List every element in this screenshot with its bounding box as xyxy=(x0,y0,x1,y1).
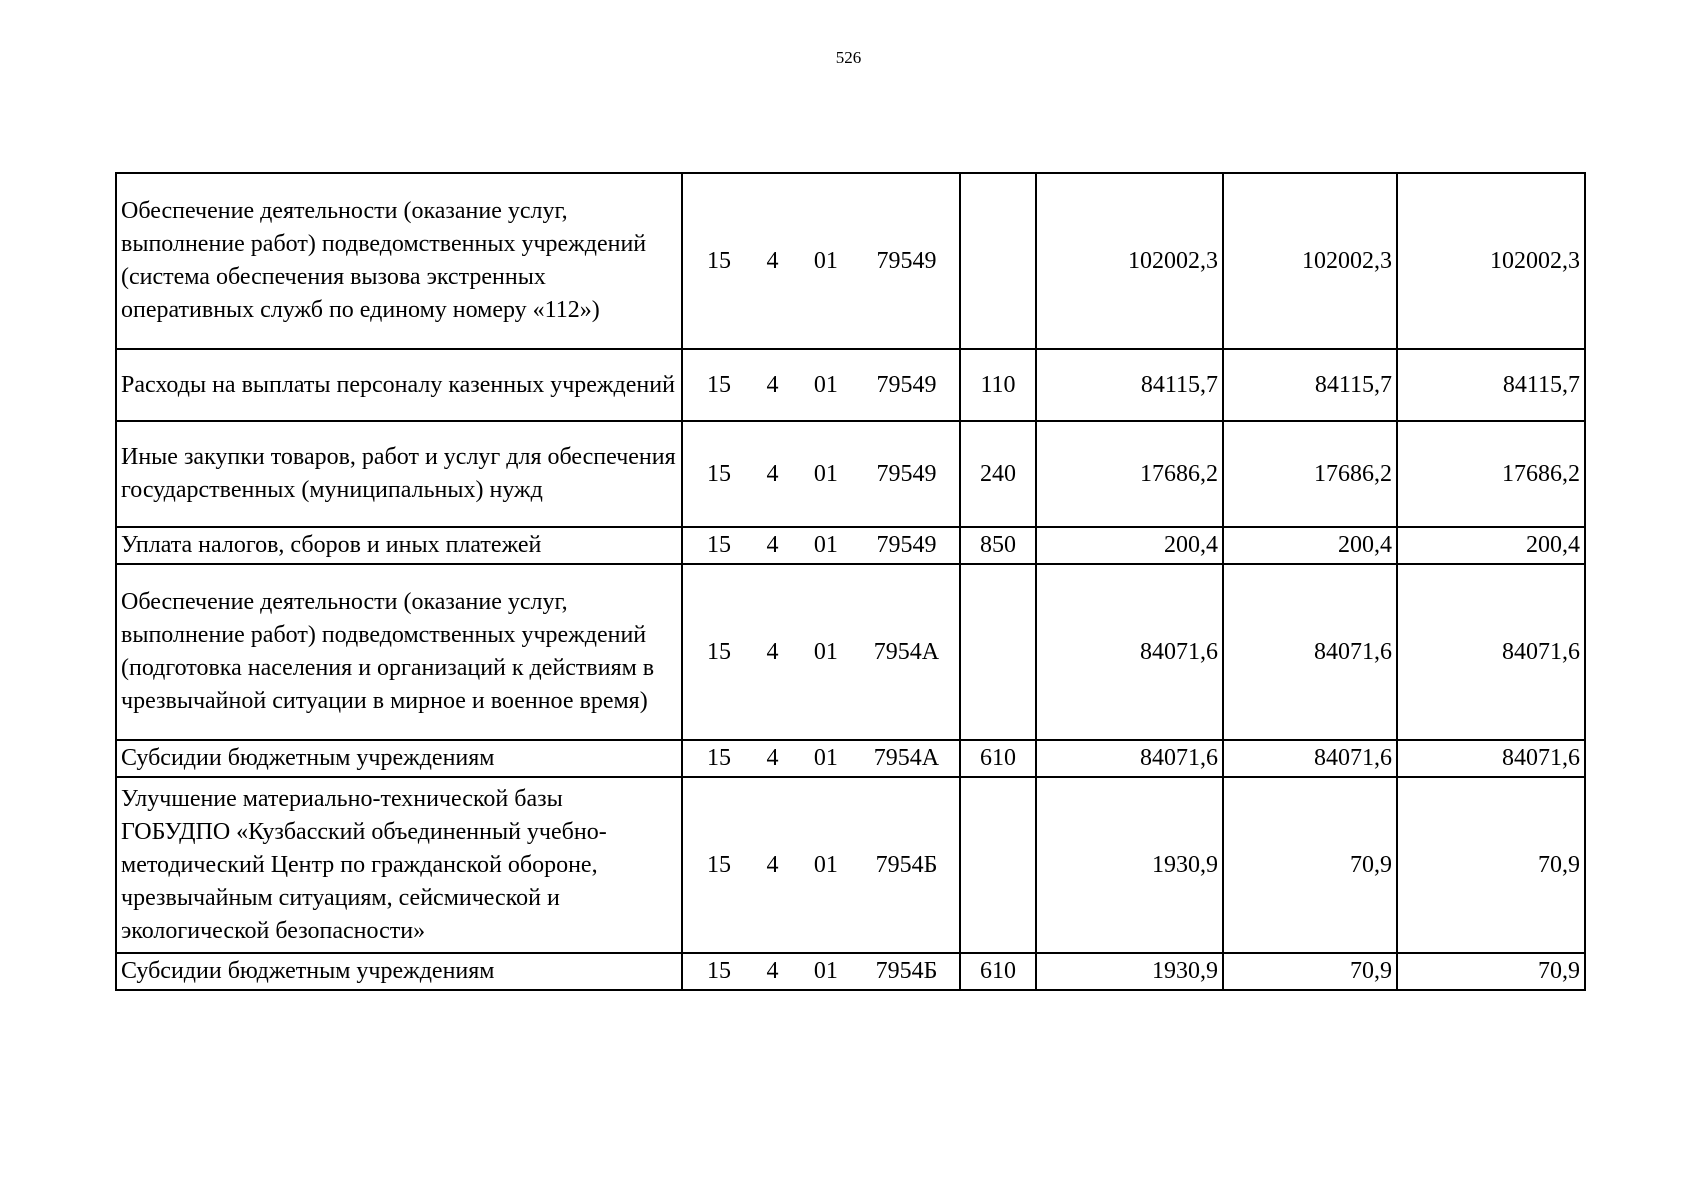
subprogram-code: 4 xyxy=(766,460,779,487)
row-codes xyxy=(682,421,960,527)
row-codes xyxy=(682,173,960,349)
direction-code: 7954Б xyxy=(875,851,938,878)
program-code: 15 xyxy=(707,460,732,487)
row-codes xyxy=(682,953,960,990)
amount-year-3: 84071,6 xyxy=(1397,564,1585,740)
table-row xyxy=(116,173,1585,349)
expense-type-code: 850 xyxy=(960,527,1036,564)
subprogram-code: 4 xyxy=(766,958,779,984)
expense-type-code xyxy=(960,777,1036,953)
amount-year-2: 17686,2 xyxy=(1223,421,1397,527)
amount-year-3: 17686,2 xyxy=(1397,421,1585,527)
row-codes xyxy=(682,564,960,740)
direction-code: 79549 xyxy=(876,371,937,398)
table-row xyxy=(116,421,1585,527)
amount-year-1: 84115,7 xyxy=(1036,349,1223,421)
row-name: Обеспечение деятельности (оказание услуг, выполнение работ) подведомственных учреждений (подготовка населения и организаций к действиям в чрезвычайной ситуации в мирное и военное время) xyxy=(116,564,682,740)
expense-type-code: 240 xyxy=(960,421,1036,527)
row-codes xyxy=(682,349,960,421)
budget-table-body xyxy=(116,173,1585,990)
table-row xyxy=(116,953,1585,990)
row-name: Иные закупки товаров, работ и услуг для обеспечения государственных (муниципальных) нужд xyxy=(116,421,682,527)
event-code: 01 xyxy=(813,958,838,984)
subprogram-code: 4 xyxy=(766,247,779,274)
amount-year-1: 1930,9 xyxy=(1036,777,1223,953)
row-name: Обеспечение деятельности (оказание услуг, выполнение работ) подведомственных учреждений (система обеспечения вызова экстренных оперативных служб по единому номеру «112») xyxy=(116,173,682,349)
program-code: 15 xyxy=(707,745,732,771)
row-name: Расходы на выплаты персоналу казенных учреждений xyxy=(116,349,682,421)
program-code: 15 xyxy=(707,851,732,878)
subprogram-code: 4 xyxy=(766,851,779,878)
amount-year-1: 84071,6 xyxy=(1036,740,1223,777)
table-row xyxy=(116,527,1585,564)
event-code: 01 xyxy=(813,638,838,665)
budget-table xyxy=(115,172,1586,991)
amount-year-2: 84071,6 xyxy=(1223,740,1397,777)
event-code: 01 xyxy=(813,460,838,487)
amount-year-3: 102002,3 xyxy=(1397,173,1585,349)
table-row xyxy=(116,740,1585,777)
direction-code: 7954Б xyxy=(875,958,938,984)
program-code: 15 xyxy=(707,532,732,558)
amount-year-1: 1930,9 xyxy=(1036,953,1223,990)
amount-year-3: 84115,7 xyxy=(1397,349,1585,421)
expense-type-code: 610 xyxy=(960,953,1036,990)
event-code: 01 xyxy=(813,247,838,274)
subprogram-code: 4 xyxy=(766,532,779,558)
amount-year-1: 84071,6 xyxy=(1036,564,1223,740)
table-row xyxy=(116,349,1585,421)
amount-year-2: 200,4 xyxy=(1223,527,1397,564)
direction-code: 79549 xyxy=(876,247,937,274)
amount-year-2: 84071,6 xyxy=(1223,564,1397,740)
amount-year-3: 70,9 xyxy=(1397,777,1585,953)
row-name: Субсидии бюджетным учреждениям xyxy=(116,740,682,777)
amount-year-3: 70,9 xyxy=(1397,953,1585,990)
amount-year-1: 17686,2 xyxy=(1036,421,1223,527)
expense-type-code xyxy=(960,173,1036,349)
direction-code: 79549 xyxy=(876,532,937,558)
amount-year-2: 102002,3 xyxy=(1223,173,1397,349)
row-name: Субсидии бюджетным учреждениям xyxy=(116,953,682,990)
direction-code: 7954А xyxy=(873,745,940,771)
amount-year-1: 200,4 xyxy=(1036,527,1223,564)
amount-year-3: 84071,6 xyxy=(1397,740,1585,777)
amount-year-1: 102002,3 xyxy=(1036,173,1223,349)
event-code: 01 xyxy=(813,745,838,771)
row-name: Улучшение материально-технической базы ГОБУДПО «Кузбасский объединенный учебно-методический Центр по гражданской обороне, чрезвычайным ситуациям, сейсмической и экологической безопасности» xyxy=(116,777,682,953)
direction-code: 79549 xyxy=(876,460,937,487)
program-code: 15 xyxy=(707,958,732,984)
event-code: 01 xyxy=(813,532,838,558)
program-code: 15 xyxy=(707,247,732,274)
row-name: Уплата налогов, сборов и иных платежей xyxy=(116,527,682,564)
table-row xyxy=(116,564,1585,740)
expense-type-code: 610 xyxy=(960,740,1036,777)
amount-year-2: 70,9 xyxy=(1223,777,1397,953)
table-row xyxy=(116,777,1585,953)
page-number: 526 xyxy=(835,48,862,67)
subprogram-code: 4 xyxy=(766,371,779,398)
amount-year-3: 200,4 xyxy=(1397,527,1585,564)
direction-code: 7954А xyxy=(873,638,940,665)
expense-type-code xyxy=(960,564,1036,740)
amount-year-2: 70,9 xyxy=(1223,953,1397,990)
event-code: 01 xyxy=(813,851,838,878)
expense-type-code: 110 xyxy=(960,349,1036,421)
subprogram-code: 4 xyxy=(766,638,779,665)
row-codes xyxy=(682,740,960,777)
program-code: 15 xyxy=(707,371,732,398)
program-code: 15 xyxy=(707,638,732,665)
row-codes xyxy=(682,527,960,564)
row-codes xyxy=(682,777,960,953)
amount-year-2: 84115,7 xyxy=(1223,349,1397,421)
event-code: 01 xyxy=(813,371,838,398)
subprogram-code: 4 xyxy=(766,745,779,771)
